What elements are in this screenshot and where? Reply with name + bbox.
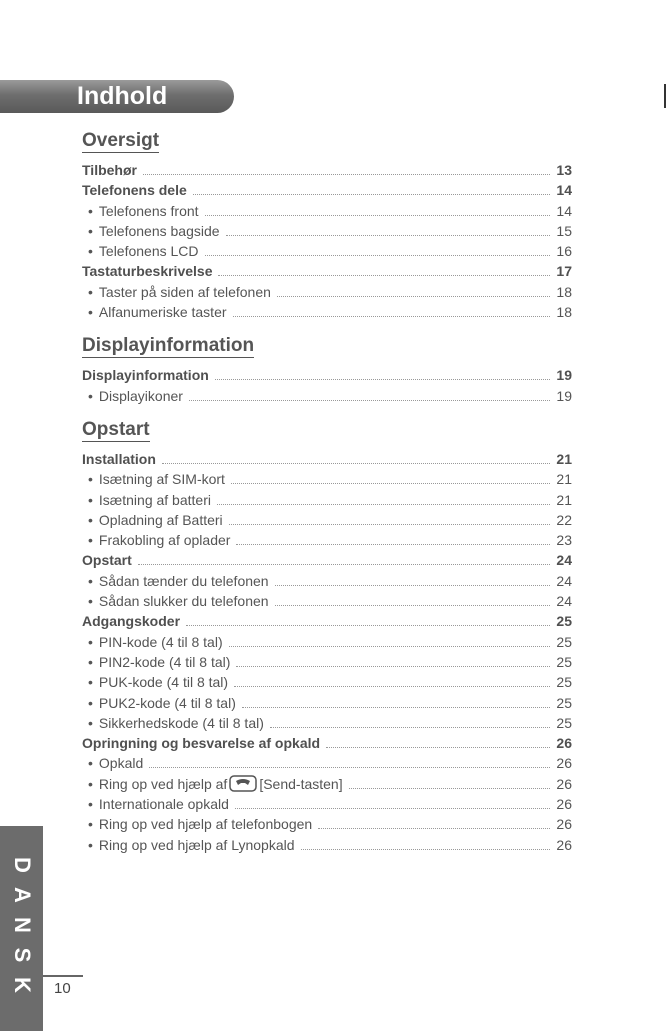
dot-leader — [217, 504, 550, 505]
dot-leader — [234, 686, 550, 687]
toc-subentry[interactable] — [82, 591, 572, 611]
entry-label-text: Opstart — [82, 552, 132, 569]
entry-page-number: 17 — [556, 263, 572, 280]
entry-label — [82, 835, 295, 855]
entry-label-text: Sikkerhedskode (4 til 8 tal) — [98, 714, 264, 731]
entry-page-number: 25 — [556, 653, 572, 670]
table-of-contents — [82, 130, 572, 868]
language-tab — [0, 826, 43, 1031]
toc-subentry[interactable] — [82, 632, 572, 652]
dot-leader — [229, 524, 550, 525]
entry-label-text: Sådan slukker du telefonen — [98, 593, 269, 610]
entry-page-number: 14 — [556, 182, 572, 199]
toc-entry[interactable] — [82, 261, 572, 281]
entry-label — [82, 510, 223, 530]
entry-label — [82, 365, 209, 385]
entry-label — [82, 241, 199, 261]
entry-label-text: PIN-kode (4 til 8 tal) — [98, 633, 223, 650]
entry-label — [82, 591, 269, 611]
entry-label — [82, 302, 227, 322]
entry-page-number: 26 — [556, 735, 572, 752]
title-banner — [0, 80, 234, 113]
entry-label — [82, 261, 212, 281]
entry-label-text: Sådan tænder du telefonen — [98, 572, 269, 589]
entry-page-number: 24 — [556, 552, 572, 569]
entry-label-text: Tilbehør — [82, 162, 137, 178]
footer-divider — [43, 975, 83, 977]
entry-page-number: 14 — [556, 202, 572, 219]
dot-leader — [326, 747, 550, 748]
entry-label-text: PIN2-kode (4 til 8 tal) — [98, 653, 231, 670]
language-letter: N — [10, 917, 35, 933]
toc-subentry[interactable] — [82, 510, 572, 530]
entry-label-text: Telefonens front — [98, 202, 199, 219]
entry-page-number: 26 — [556, 836, 572, 853]
entry-label — [82, 221, 220, 241]
entry-label-text: Taster på siden af telefonen — [98, 283, 271, 300]
dot-leader — [218, 275, 550, 276]
toc-subentry[interactable] — [82, 672, 572, 692]
toc-subentry[interactable] — [82, 713, 572, 733]
dot-leader — [149, 767, 550, 768]
toc-entry[interactable] — [82, 733, 572, 753]
entry-label-text: Internationale opkald — [98, 796, 229, 813]
entry-page-number: 13 — [556, 162, 572, 178]
entry-label-text: Ring op ved hjælp af — [98, 775, 228, 792]
toc-subentry[interactable] — [82, 221, 572, 241]
dot-leader — [193, 194, 550, 195]
entry-page-number: 18 — [556, 304, 572, 321]
section-heading: Displayinformation — [82, 335, 255, 357]
entry-label — [82, 733, 320, 753]
dot-leader — [275, 605, 550, 606]
entry-label-text: Telefonens dele — [82, 182, 187, 199]
entry-label — [82, 201, 199, 221]
dot-leader — [162, 463, 550, 464]
entry-page-number: 19 — [556, 367, 572, 384]
dot-leader — [349, 788, 550, 789]
entry-label-text: Isætning af batteri — [98, 491, 211, 508]
entry-page-number: 24 — [556, 593, 572, 610]
entry-label-text: Alfanumeriske taster — [98, 304, 227, 321]
entry-page-number: 21 — [556, 491, 572, 508]
toc-entry[interactable] — [82, 180, 572, 200]
dot-leader — [215, 379, 550, 380]
entry-label-text: Opkald — [98, 755, 144, 772]
entry-label-text: Opringning og besvarelse af opkald — [82, 735, 321, 752]
entry-page-number: 16 — [556, 243, 572, 260]
entry-page-number: 26 — [556, 796, 572, 813]
language-letter: K — [10, 977, 35, 993]
entry-label-text: Opladning af Batteri — [98, 511, 223, 528]
entry-page-number: 22 — [556, 511, 572, 528]
toc-subentry[interactable] — [82, 774, 572, 794]
entry-label-text: PUK-kode (4 til 8 tal) — [98, 674, 229, 691]
entry-label-text: Isætning af SIM-kort — [98, 471, 225, 488]
toc-entry[interactable] — [82, 365, 572, 385]
entry-label — [82, 652, 230, 672]
entry-page-number: 21 — [556, 471, 572, 488]
toc-subentry[interactable] — [82, 201, 572, 221]
entry-page-number: 25 — [556, 714, 572, 731]
dot-leader — [236, 544, 550, 545]
entry-page-number: 23 — [556, 532, 572, 549]
entry-page-number: 26 — [556, 775, 572, 792]
entry-page-number: 19 — [556, 387, 572, 404]
dot-leader — [226, 235, 550, 236]
entry-page-number: 26 — [556, 755, 572, 772]
toc-subentry[interactable] — [82, 693, 572, 713]
toc-subentry[interactable] — [82, 386, 572, 406]
toc-entry[interactable] — [82, 449, 572, 469]
toc-entry[interactable] — [82, 550, 572, 570]
entry-label-text: Ring op ved hjælp af telefonbogen — [98, 816, 313, 833]
entry-label — [82, 550, 132, 570]
toc-subentry[interactable] — [82, 794, 572, 814]
entry-page-number: 24 — [556, 572, 572, 589]
entry-label — [82, 571, 269, 591]
dot-leader — [205, 255, 550, 256]
entry-page-number: 25 — [556, 674, 572, 691]
entry-label — [82, 611, 180, 631]
dot-leader — [235, 808, 550, 809]
entry-label — [82, 282, 271, 302]
toc-entry[interactable] — [82, 611, 572, 631]
dot-leader — [318, 828, 550, 829]
entry-label-text: PUK2-kode (4 til 8 tal) — [98, 694, 236, 711]
dot-leader — [231, 483, 550, 484]
entry-label — [82, 753, 143, 773]
toc-subentry[interactable] — [82, 282, 572, 302]
dot-leader — [229, 646, 550, 647]
toc-subentry[interactable] — [82, 490, 572, 510]
dot-leader — [301, 849, 550, 850]
entry-label — [82, 386, 183, 406]
dot-leader — [277, 296, 550, 297]
entry-label — [82, 713, 264, 733]
toc-section — [82, 335, 572, 406]
dot-leader — [138, 564, 550, 565]
entry-page-number: 26 — [556, 816, 572, 833]
dot-leader — [205, 215, 550, 216]
entry-label — [82, 794, 229, 814]
toc-subentry[interactable] — [82, 530, 572, 550]
entry-label — [82, 672, 228, 692]
entry-label-text: Displayikoner — [98, 387, 183, 404]
dot-leader — [242, 707, 550, 708]
entry-label-text: Telefonens LCD — [98, 243, 199, 260]
toc-subentry[interactable] — [82, 814, 572, 834]
entry-label — [82, 814, 312, 834]
entry-page-number: 25 — [556, 633, 572, 650]
entry-label-text: Tastaturbeskrivelse — [82, 263, 213, 280]
toc-subentry[interactable] — [82, 835, 572, 855]
entry-label — [82, 530, 230, 550]
language-label — [4, 850, 40, 1000]
entry-label — [82, 490, 211, 510]
toc-subentry[interactable] — [82, 571, 572, 591]
entry-label — [82, 693, 236, 713]
dot-leader — [275, 585, 550, 586]
entry-page-number: 21 — [556, 450, 572, 467]
dot-leader — [233, 316, 550, 317]
send-key-icon — [229, 775, 257, 797]
section-heading: Opstart — [82, 418, 150, 440]
dot-leader — [189, 400, 550, 401]
language-letter: D — [10, 857, 35, 873]
entry-label-text: Ring op ved hjælp af Lynopkald — [98, 836, 295, 853]
entry-page-number: 25 — [556, 613, 572, 630]
entry-page-number: 25 — [556, 694, 572, 711]
toc-entry[interactable] — [82, 160, 572, 180]
dot-leader — [186, 625, 550, 626]
entry-label — [82, 160, 137, 180]
page-title: Indhold — [77, 82, 168, 110]
dot-leader — [143, 174, 550, 175]
entry-label-suffix: [Send-tasten] — [259, 775, 343, 792]
toc-subentry[interactable] — [82, 241, 572, 261]
entry-label — [82, 180, 187, 200]
entry-page-number: 15 — [556, 222, 572, 239]
toc-subentry[interactable] — [82, 302, 572, 322]
entry-label-text: Adgangskoder — [82, 613, 181, 630]
toc-subentry[interactable] — [82, 652, 572, 672]
page-number: 10 — [54, 980, 71, 997]
entry-label-text: Frakobling af oplader — [98, 532, 231, 549]
entry-label-text: Displayinformation — [82, 367, 209, 384]
dot-leader — [236, 666, 550, 667]
entry-label-text: Telefonens bagside — [98, 222, 220, 239]
language-letter: A — [10, 887, 35, 903]
language-letter: S — [10, 947, 35, 963]
entry-label — [82, 469, 225, 489]
entry-label — [82, 449, 156, 469]
section-heading: Oversigt — [82, 130, 160, 151]
edge-divider — [664, 84, 666, 108]
entry-label — [82, 632, 223, 652]
toc-subentry[interactable] — [82, 469, 572, 489]
toc-section — [82, 419, 572, 855]
toc-section — [82, 130, 572, 322]
dot-leader — [270, 727, 550, 728]
entry-page-number: 18 — [556, 283, 572, 300]
entry-label-text: Installation — [82, 450, 156, 467]
toc-subentry[interactable] — [82, 753, 572, 773]
